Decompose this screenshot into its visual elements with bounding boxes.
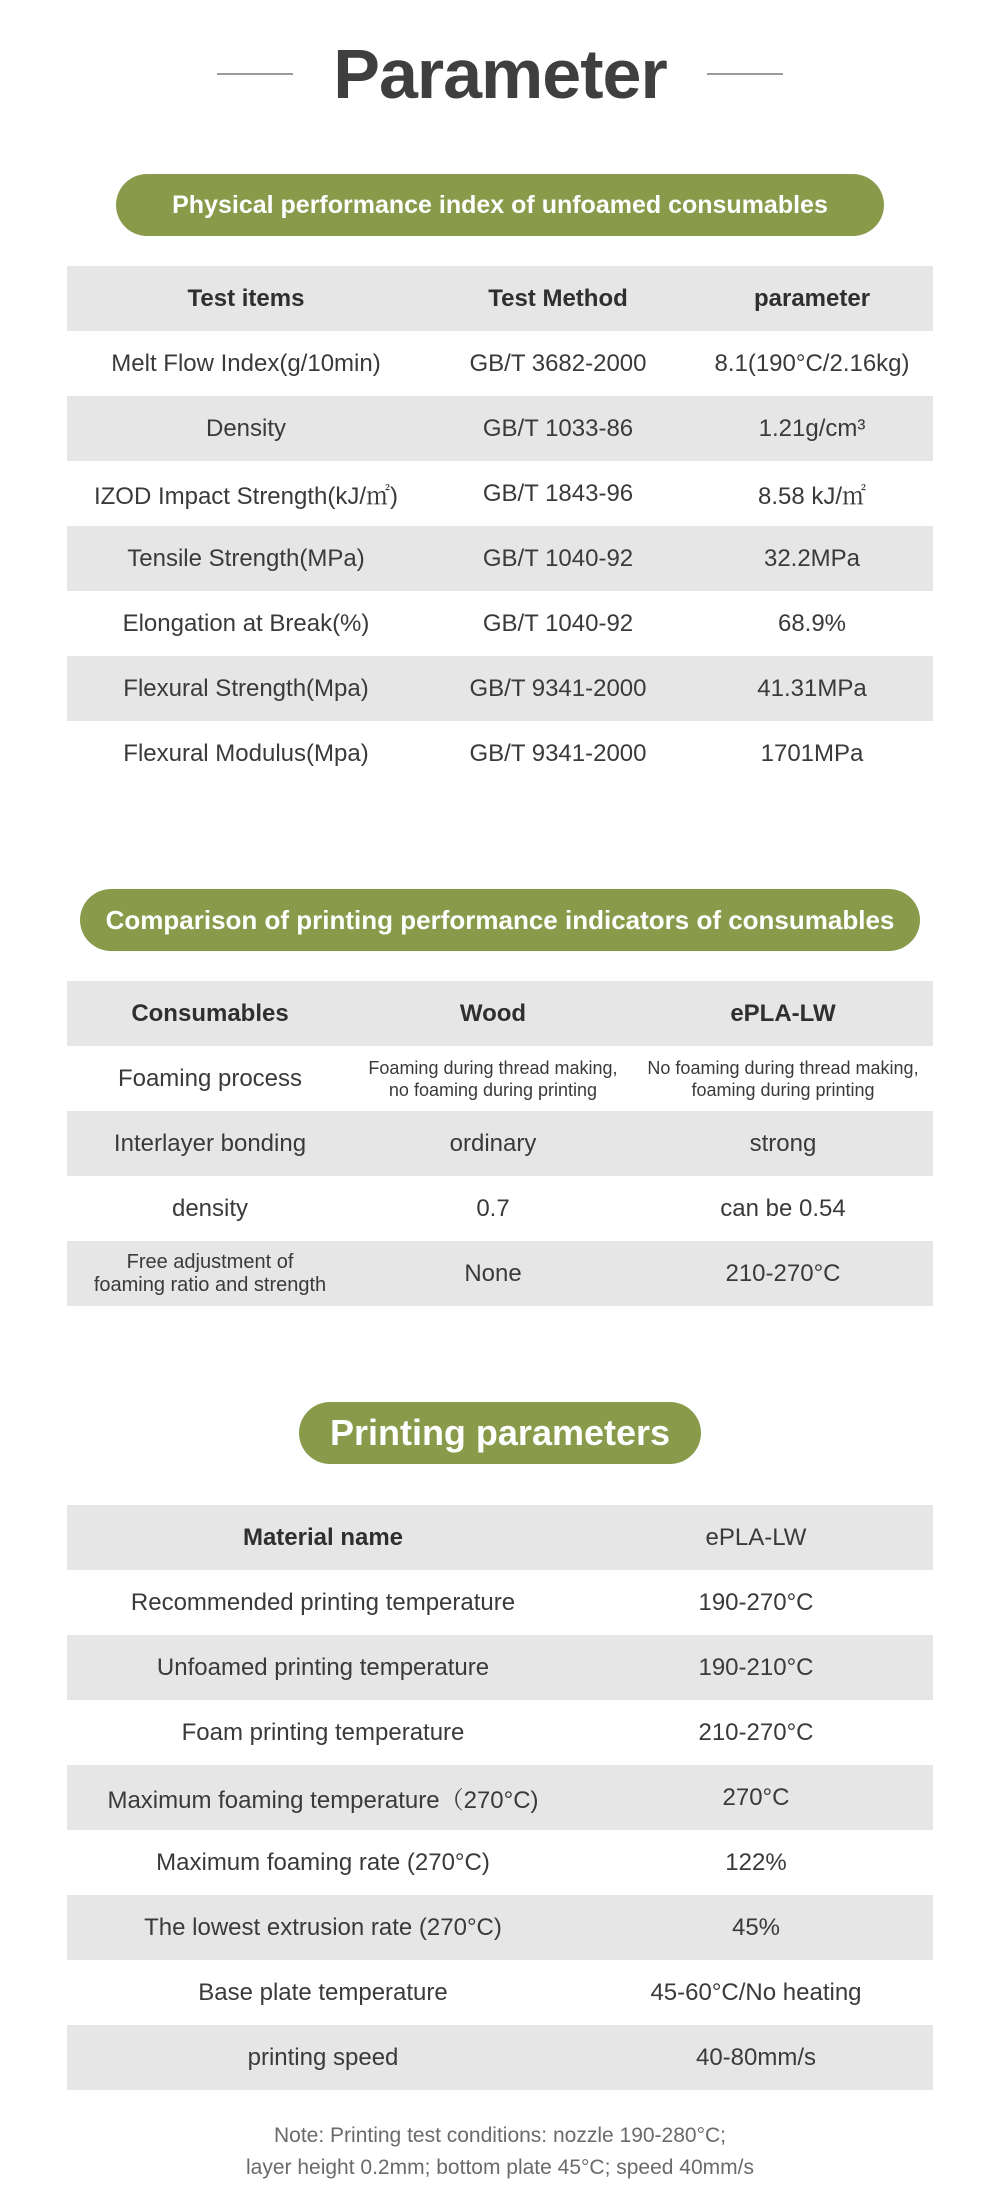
table-header-row	[67, 981, 933, 1046]
param-name: Maximum foaming rate (270°C)	[156, 1848, 490, 1876]
note-line: Note: Printing test conditions: nozzle 190-280°C;	[274, 2124, 726, 2147]
param-value: 45-60°C/No heating	[650, 1978, 862, 2006]
test-item: Flexural Modulus(Mpa)	[123, 739, 369, 767]
table-row	[67, 1765, 933, 1830]
page-header	[0, 34, 1000, 114]
table-row	[67, 1176, 933, 1241]
wood-value	[353, 1046, 633, 1111]
epla-value: 210-270°C	[725, 1259, 841, 1287]
parameter-value: 32.2MPa	[763, 544, 861, 572]
wood-value: ordinary	[449, 1129, 537, 1157]
parameter-value: 8.1(190°C/2.16kg)	[714, 349, 910, 377]
param-value: 190-210°C	[698, 1653, 814, 1681]
table-row	[67, 526, 933, 591]
header-epla-lw: ePLA-LW	[730, 999, 836, 1027]
epla-value: can be 0.54	[720, 1194, 846, 1222]
test-method: GB/T 1040-92	[482, 609, 634, 637]
test-item: Melt Flow Index(g/10min)	[111, 349, 381, 377]
test-item: Density	[205, 414, 287, 442]
test-method: GB/T 1040-92	[482, 544, 634, 572]
epla-value-line: foaming during printing	[691, 1079, 875, 1100]
row-label: Interlayer bonding	[113, 1129, 307, 1157]
param-name: The lowest extrusion rate (270°C)	[144, 1913, 502, 1941]
wood-value: None	[464, 1259, 522, 1287]
param-value: 210-270°C	[698, 1718, 814, 1746]
wood-value-line: no foaming during printing	[388, 1079, 598, 1100]
page-title: Parameter	[333, 35, 667, 113]
table-header-row	[67, 1505, 933, 1570]
param-name: printing speed	[247, 2043, 399, 2071]
table-row	[67, 1700, 933, 1765]
param-name: Base plate temperature	[198, 1978, 448, 2006]
table-row	[67, 656, 933, 721]
test-method: GB/T 1843-96	[482, 479, 634, 507]
test-method: GB/T 9341-2000	[469, 674, 647, 702]
header-material-name: Material name	[242, 1523, 404, 1551]
parameter-value: 68.9%	[777, 609, 847, 637]
parameter-value: 41.31MPa	[757, 674, 867, 702]
header-test-method: Test Method	[488, 284, 628, 312]
test-conditions-note	[0, 2120, 1000, 2184]
header-test-items: Test items	[187, 284, 305, 312]
table-row	[67, 1570, 933, 1635]
row-label-line: Free adjustment of	[126, 1250, 294, 1273]
param-value: 40-80mm/s	[695, 2043, 817, 2071]
epla-value	[633, 1046, 933, 1111]
table-row	[67, 331, 933, 396]
table-row	[67, 2025, 933, 2090]
header-right-rule	[707, 73, 783, 75]
table-row	[67, 591, 933, 656]
row-label: density	[171, 1194, 249, 1222]
section-physical-title: Physical performance index of unfoamed consumables	[116, 174, 884, 236]
table-row	[67, 1895, 933, 1960]
table-row	[67, 1830, 933, 1895]
table-header-row	[67, 266, 933, 331]
table-row	[67, 1635, 933, 1700]
param-value: 45%	[731, 1913, 781, 1941]
test-item: Flexural Strength(Mpa)	[123, 674, 369, 702]
physical-performance-table	[67, 266, 933, 786]
header-wood: Wood	[459, 999, 527, 1027]
test-method: GB/T 3682-2000	[469, 349, 647, 377]
wood-value: 0.7	[476, 1194, 510, 1222]
table-row	[67, 461, 933, 526]
table-row	[67, 1241, 933, 1306]
row-label	[67, 1241, 353, 1306]
param-value: 270°C	[722, 1783, 790, 1811]
comparison-table	[67, 981, 933, 1306]
table-row	[67, 1111, 933, 1176]
test-method: GB/T 9341-2000	[469, 739, 647, 767]
param-value: 190-270°C	[698, 1588, 814, 1616]
epla-value: strong	[749, 1129, 817, 1157]
section-comparison-title: Comparison of printing performance indicators of consumables	[80, 889, 920, 951]
header-material-value: ePLA-LW	[705, 1523, 807, 1551]
test-item: Elongation at Break(%)	[122, 609, 370, 637]
table-row	[67, 721, 933, 786]
param-name: Recommended printing temperature	[130, 1588, 516, 1616]
table-row	[67, 396, 933, 461]
parameter-value: 8.58 kJ/㎡	[757, 483, 867, 510]
param-name: Unfoamed printing temperature	[156, 1653, 490, 1681]
section-printing-title: Printing parameters	[299, 1402, 701, 1464]
table-row	[67, 1046, 933, 1111]
test-method: GB/T 1033-86	[482, 414, 634, 442]
table-row	[67, 1960, 933, 2025]
row-label-line: foaming ratio and strength	[93, 1273, 327, 1296]
parameter-value: 1701MPa	[760, 739, 864, 767]
header-left-rule	[217, 73, 293, 75]
note-line: layer height 0.2mm; bottom plate 45°C; speed 40mm/s	[246, 2156, 754, 2179]
test-item: IZOD Impact Strength(kJ/㎡)	[93, 483, 399, 510]
wood-value-line: Foaming during thread making,	[368, 1057, 618, 1078]
row-label: Foaming process	[117, 1064, 303, 1092]
parameter-value: 1.21g/cm³	[758, 414, 866, 442]
param-value: 122%	[725, 1848, 787, 1876]
param-name: Maximum foaming temperature（270°C)	[107, 1787, 539, 1814]
param-name: Foam printing temperature	[181, 1718, 465, 1746]
test-item: Tensile Strength(MPa)	[127, 544, 365, 572]
epla-value-line: No foaming during thread making,	[647, 1057, 919, 1078]
header-consumables: Consumables	[131, 999, 289, 1027]
header-parameter: parameter	[753, 284, 871, 312]
printing-parameters-table	[67, 1505, 933, 2090]
